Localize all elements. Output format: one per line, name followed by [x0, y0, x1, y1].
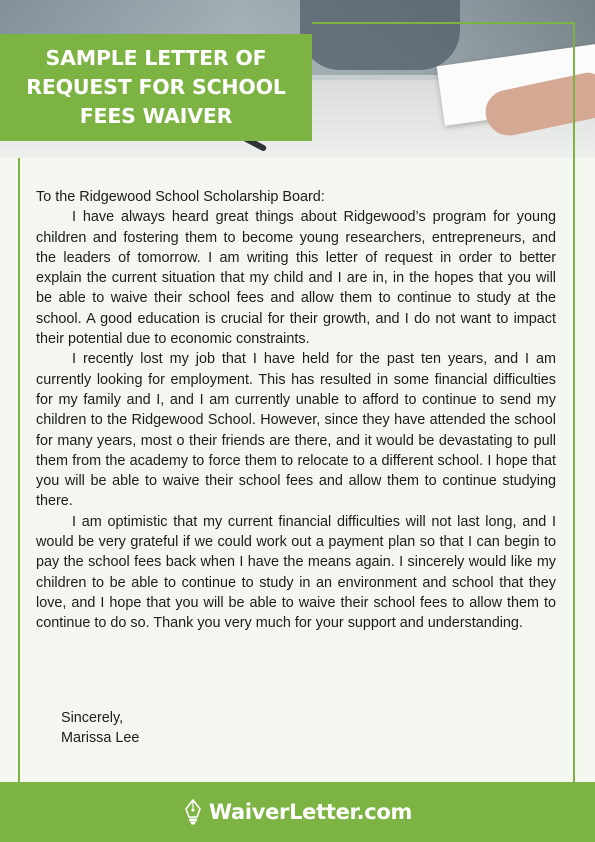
closing-block	[61, 708, 139, 749]
brand-logo	[183, 799, 412, 825]
title-line: SAMPLE LETTER OF	[45, 46, 267, 70]
title-line: REQUEST FOR SCHOOL	[26, 75, 286, 99]
paragraph: I am optimistic that my current financial difficulties will not last long, and I would be very grateful if we could work out a payment plan so that I can begin to pay the school fees back when I have the means again. I sincerely would like my children to be able to continue to study in an environment and school that they love, and I hope that you will be able to waive their school fees to allow them to continue to do so. Thank you very much for your support and understanding.	[36, 513, 556, 632]
frame-right-line	[573, 22, 575, 782]
signature: Marissa Lee	[61, 730, 140, 747]
footer-bar	[0, 782, 595, 842]
title-banner	[0, 34, 312, 141]
frame-top-line	[312, 22, 575, 24]
letter-body	[36, 187, 556, 634]
paragraph: I have always heard great things about Ridgewood’s program for young children and fostering them to become young researchers, entrepreneurs, and the leaders of tomorrow. I am writing this letter of request in order to better explain the current situation that my child and I are in, in the hopes that you will be able to waive their school fees and allow them to continue to study at the school. A good education is crucial for their growth, and I do not want to impact their potential due to economic constraints.	[36, 209, 556, 348]
closing: Sincerely,	[61, 710, 124, 726]
frame-left-line	[18, 158, 20, 782]
paragraph: I recently lost my job that I have held for the past ten years, and I am currently looking for employment. This has resulted in some financial difficulties for my family and I, and I am currently unable to afford to continue to send my children to the Ridgewood School. However, since they have attended the school for many years, most o their friends are there, and it would be devastating to pull them from the academy to force them to relocate to a different school. I hope that you will be able to waive their school fees and allow them to continue studying there.	[36, 351, 556, 510]
fountain-pen-nib-icon	[183, 799, 203, 825]
title-line: FEES WAIVER	[79, 104, 233, 128]
salutation: To the Ridgewood School Scholarship Board:	[36, 189, 325, 205]
brand-name: WaiverLetter.com	[208, 800, 413, 824]
